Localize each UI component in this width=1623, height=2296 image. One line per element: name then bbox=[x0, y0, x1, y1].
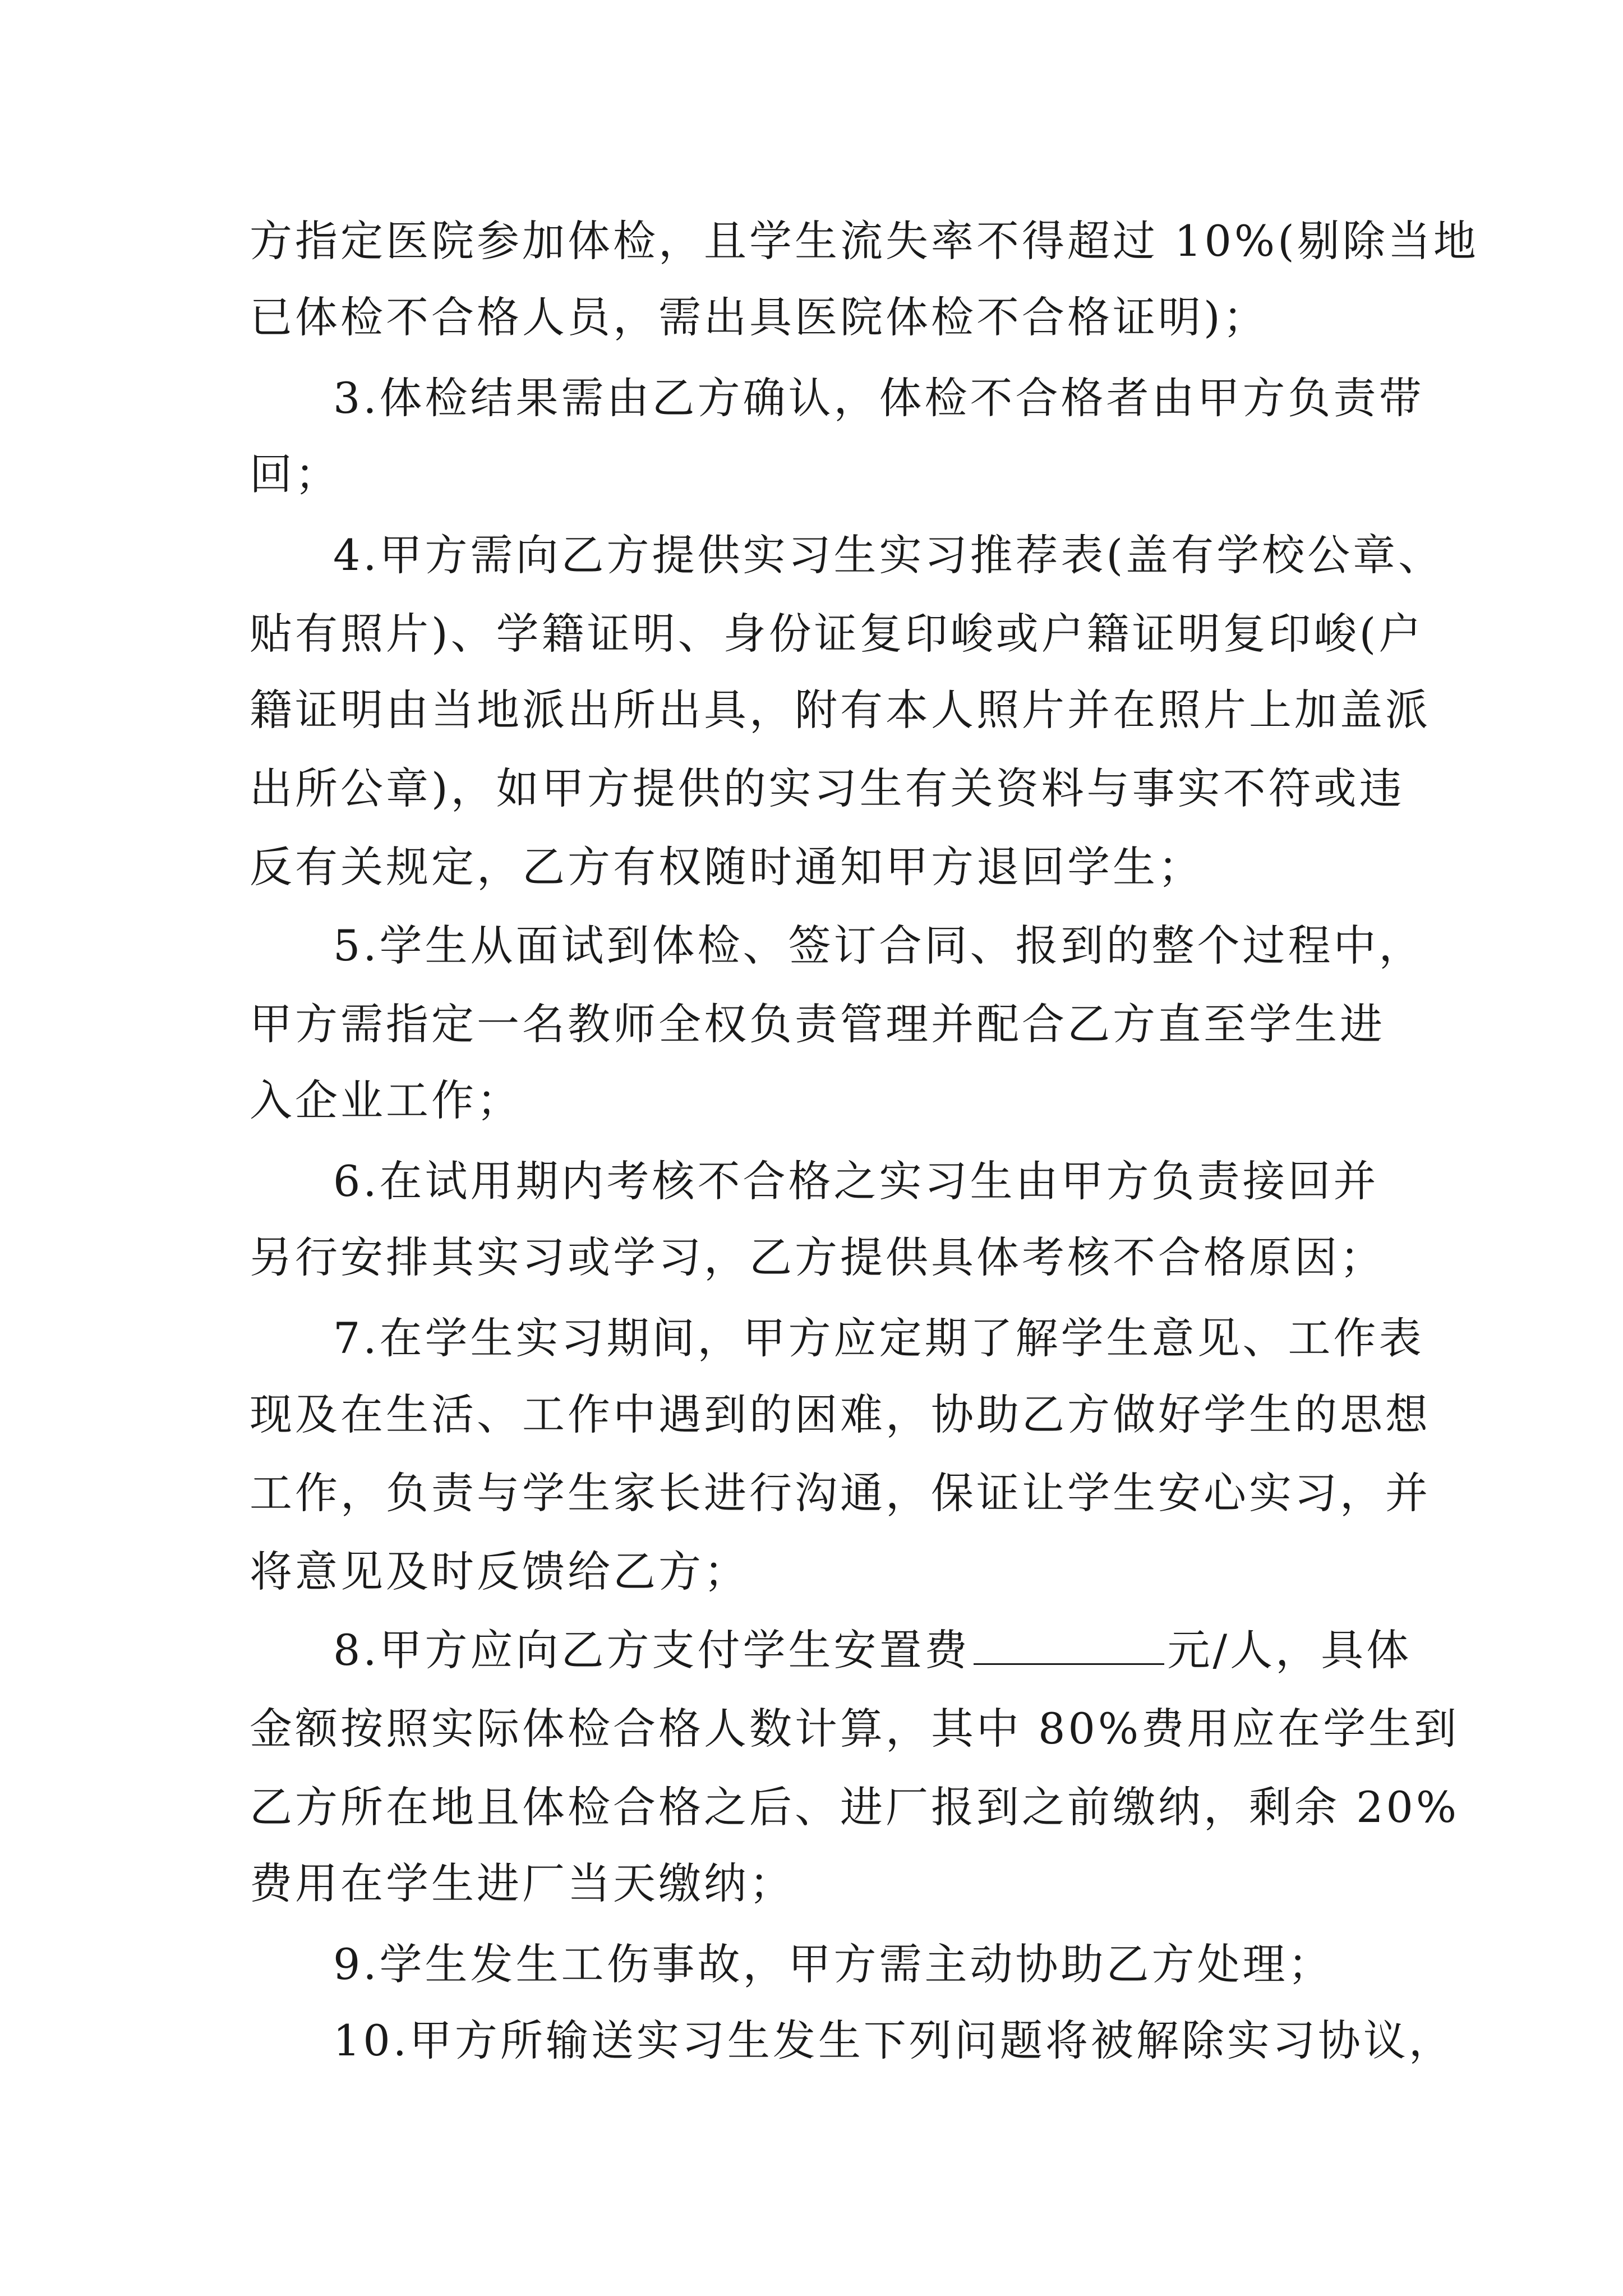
text-line-with-blank bbox=[333, 1622, 1412, 1678]
fee-amount-blank[interactable] bbox=[974, 1624, 1164, 1665]
text-line: 回； bbox=[250, 449, 340, 499]
text-line: 贴有照片)、学籍证明、身份证复印峻或户籍证明复印峻(户 bbox=[250, 609, 1424, 659]
text-line: 4.甲方需向乙方提供实习生实习推荐表(盖有学校公章、 bbox=[333, 530, 1444, 580]
text-line: 现及在生活、工作中遇到的困难，协助乙方做好学生的思想 bbox=[250, 1389, 1431, 1439]
text-line: 入企业工作； bbox=[250, 1075, 522, 1125]
text-line: 甲方需指定一名教师全权负责管理并配合乙方直至学生进 bbox=[250, 999, 1385, 1049]
text-line: 已体检不合格人员，需出具医院体检不合格证明)； bbox=[250, 292, 1269, 342]
fee-clause-end: 元/人，具体 bbox=[1167, 1625, 1412, 1675]
text-line: 3.体检结果需由乙方确认，体检不合格者由甲方负责带 bbox=[333, 373, 1424, 423]
text-line: 另行安排其实习或学习，乙方提供具体考核不合格原因； bbox=[250, 1232, 1385, 1282]
text-line: 7.在学生实习期间，甲方应定期了解学生意见、工作表 bbox=[333, 1313, 1424, 1363]
text-line: 9.学生发生工伤事故，甲方需主动协助乙方处理； bbox=[333, 1939, 1334, 1989]
text-line: 乙方所在地且体检合格之后、进厂报到之前缴纳，剩余 20% bbox=[250, 1782, 1460, 1832]
text-line: 籍证明由当地派出所出具，附有本人照片并在照片上加盖派 bbox=[250, 685, 1431, 735]
text-line: 将意见及时反馈给乙方； bbox=[250, 1547, 749, 1596]
text-line: 10.甲方所输送实习生发生下列问题将被解除实习协议， bbox=[333, 2016, 1454, 2065]
text-line: 金额按照实际体检合格人数计算，其中 80%费用应在学生到 bbox=[250, 1704, 1460, 1754]
text-line: 出所公章)，如甲方提供的实习生有关资料与事实不符或违 bbox=[250, 763, 1405, 813]
text-line: 反有关规定，乙方有权随时通知甲方退回学生； bbox=[250, 842, 1204, 892]
fee-clause-start: 8.甲方应向乙方支付学生安置费 bbox=[333, 1625, 970, 1675]
text-line: 6.在试用期内考核不合格之实习生由甲方负责接回并 bbox=[333, 1156, 1379, 1206]
text-line: 工作，负责与学生家长进行沟通，保证让学生安心实习，并 bbox=[250, 1468, 1431, 1518]
text-line: 费用在学生进厂当天缴纳； bbox=[250, 1858, 795, 1908]
text-line: 5.学生从面试到体检、签订合同、报到的整个过程中， bbox=[333, 921, 1424, 970]
text-line: 方指定医院参加体检，且学生流失率不得超过 10%(剔除当地 bbox=[250, 216, 1479, 266]
